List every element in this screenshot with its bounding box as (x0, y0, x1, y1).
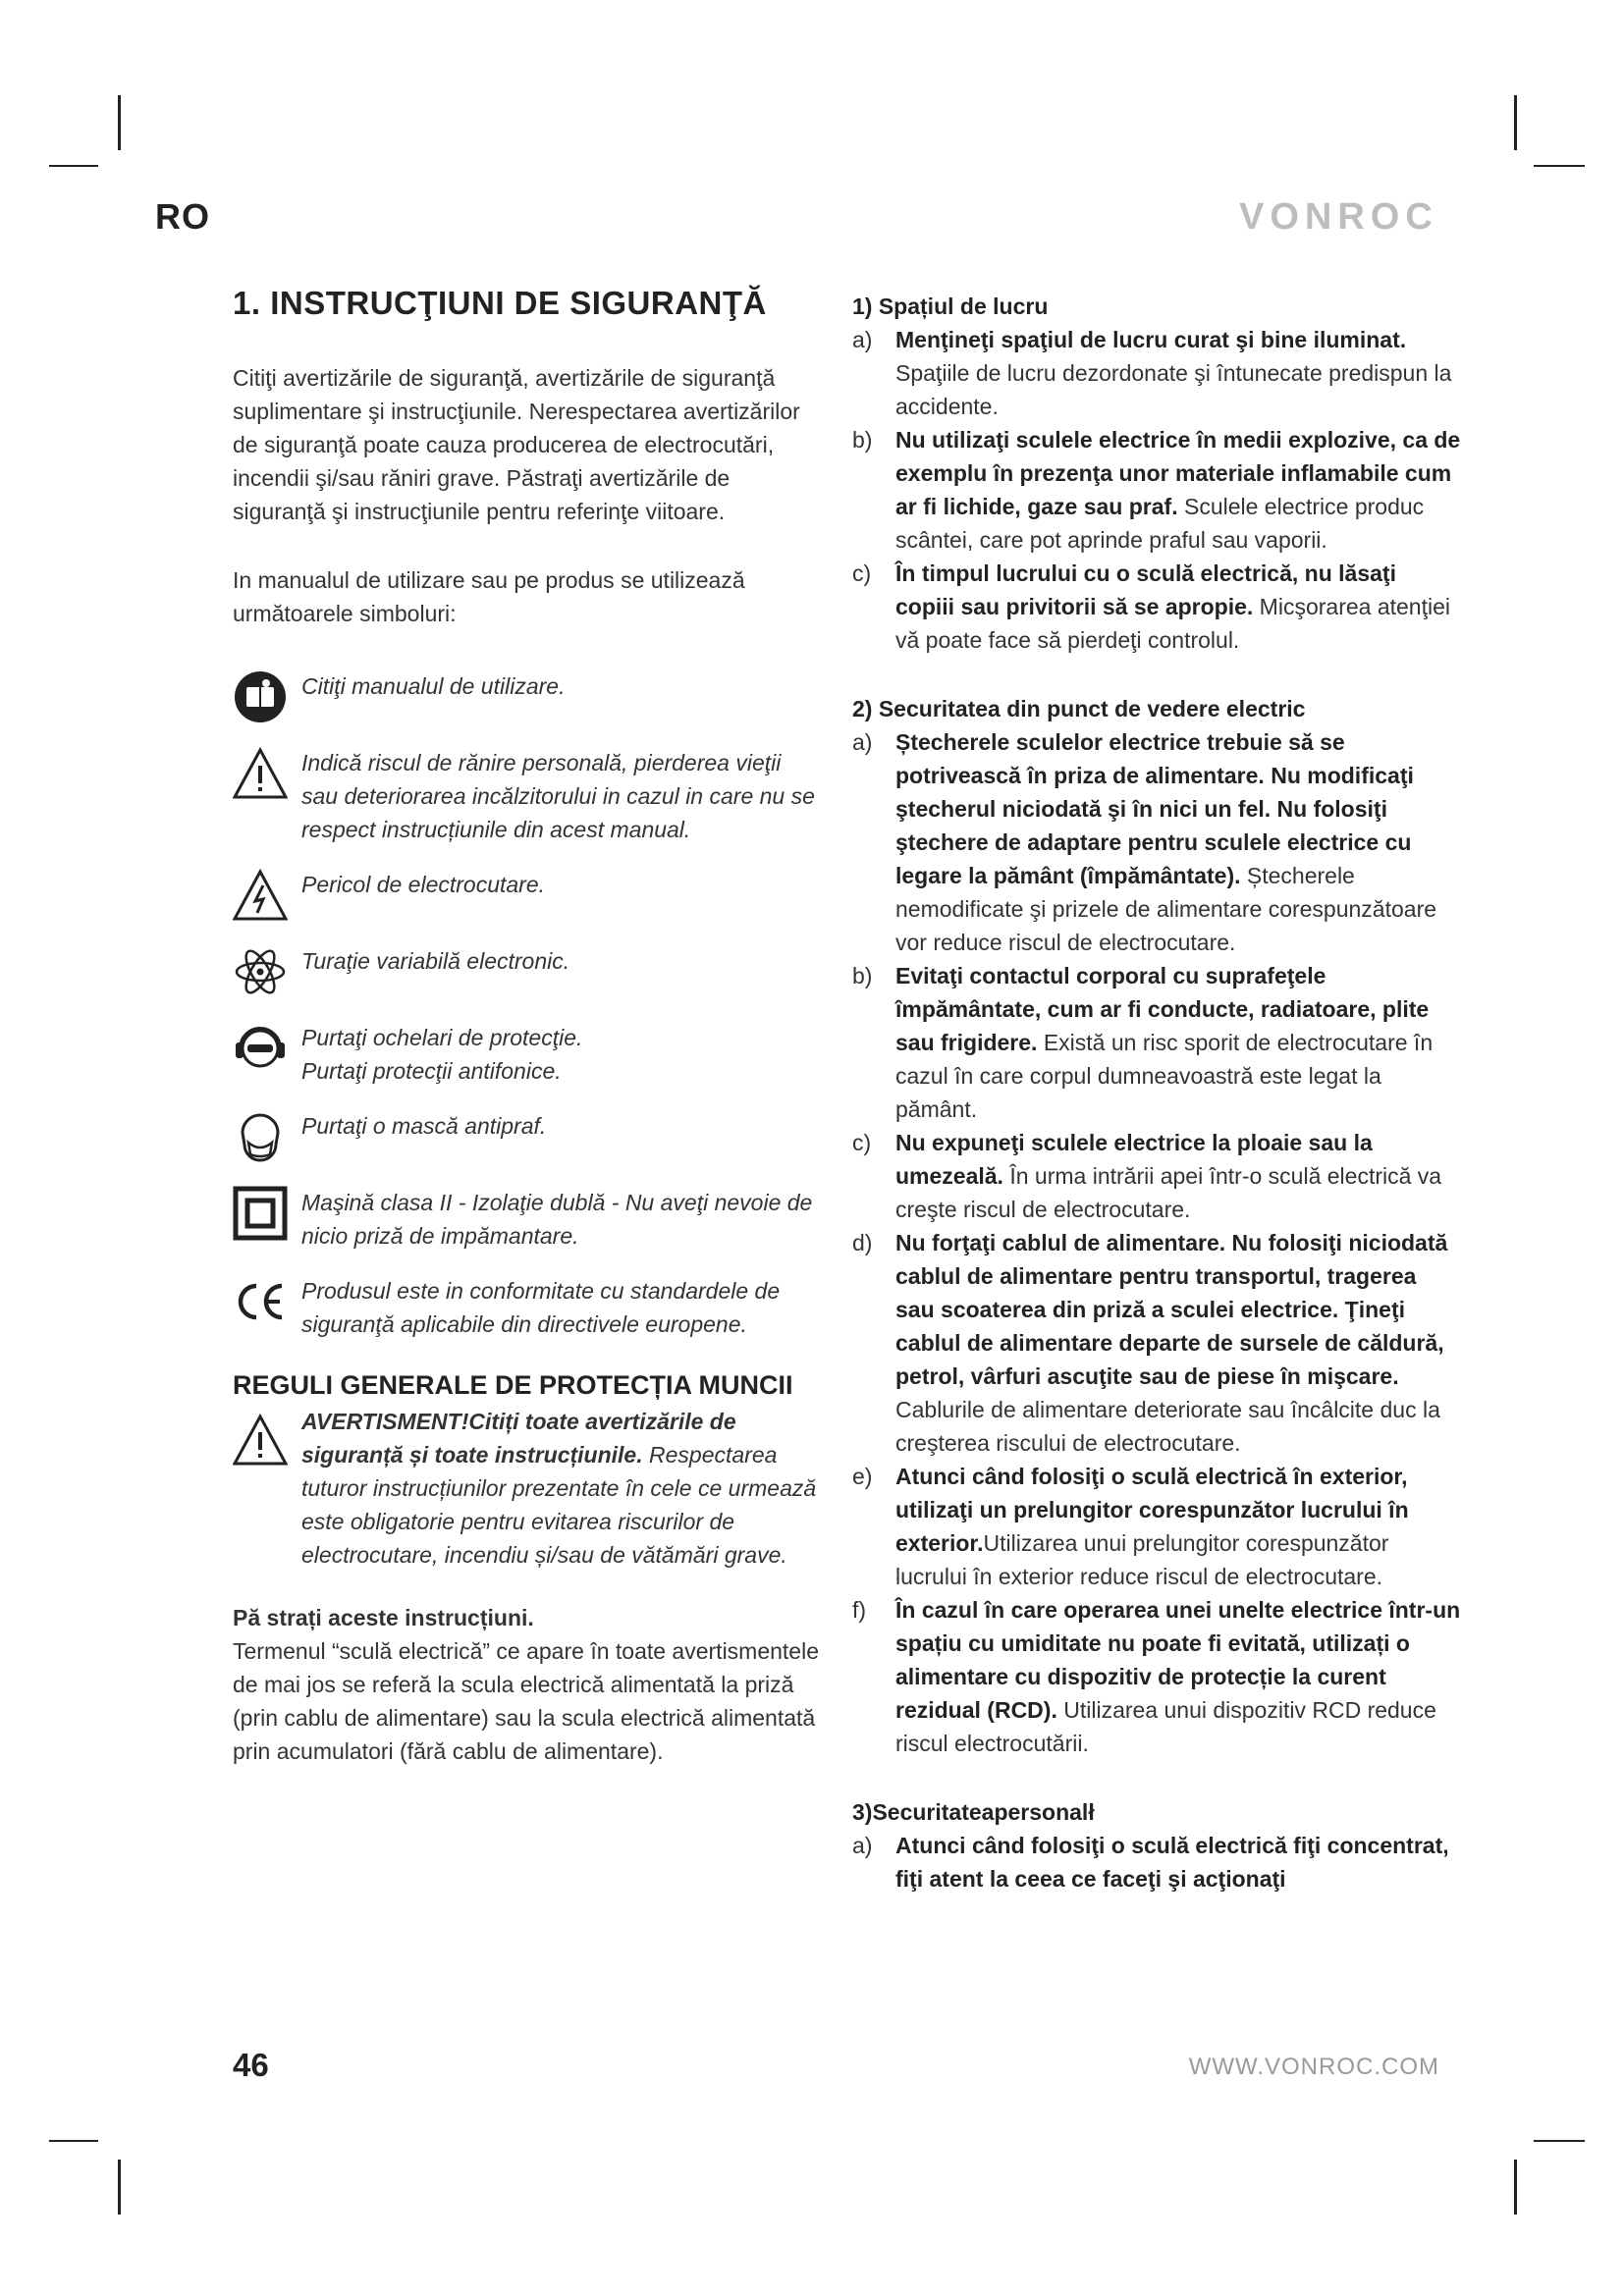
symbol-row (233, 669, 822, 724)
symbol-text: Turaţie variabilă electronic. (301, 948, 570, 974)
item-label: a) (852, 729, 873, 755)
crop-mark (49, 2140, 98, 2142)
item-text (895, 1226, 1461, 1460)
section-1-title: 1) Spațiul de lucru (852, 294, 1049, 319)
language-code: RO (155, 196, 210, 237)
item-label: d) (852, 1230, 873, 1255)
symbols-list (233, 669, 822, 1341)
symbol-text: Pericol de electrocutare. (301, 872, 546, 897)
item-bold: Evitaţi contactul corporal cu suprafeţele împământate, cum ar fi conducte, radiatoare, plite sau frigidere. (895, 963, 1430, 1055)
warning-body: Respectarea tuturor instrucțiunilor prezentate în cele ce urmează este obligatorie pentru evitarea riscurilor de electrocutare, incendiu și/sau de vătămări grave. (301, 1442, 817, 1568)
item-text (895, 557, 1461, 657)
item-body: În urma intrării apei într-o sculă electrică va creşte riscul de electrocutare. (895, 1163, 1442, 1222)
item-label: a) (852, 1833, 873, 1858)
symbol-text: Citiţi manualul de utilizare. (301, 673, 566, 699)
item-body: Utilizarea unui dispozitiv RCD reduce riscul electrocutării. (895, 1697, 1436, 1756)
symbol-row (233, 944, 822, 999)
goggles-earmuffs-icon (233, 1021, 301, 1076)
electric-shock-icon (233, 868, 301, 923)
page-title: 1. INSTRUCŢIUNI DE SIGURANŢĂ (233, 285, 767, 321)
item-text (895, 725, 1461, 959)
list-item (852, 323, 1461, 423)
crop-mark (1514, 2160, 1517, 2215)
read-manual-icon (233, 669, 301, 724)
item-body: Sculele electrice produc scântei, care pot aprinde praful sau vaporii. (895, 494, 1425, 553)
item-label: f) (852, 1597, 867, 1623)
symbol-row (233, 1021, 822, 1088)
spacer (852, 657, 1461, 692)
item-bold: Nu utilizaţi sculele electrice în medii explozive, ca de exemplu în prezenţa unor materiale inflamabile cum ar fi lichide, gaze sau praf. (895, 427, 1461, 519)
item-label: c) (852, 561, 872, 586)
list-item (852, 423, 1461, 557)
item-body: Micşorarea atenţiei vă poate face să pierdeţi controlul. (895, 594, 1450, 653)
item-label: a) (852, 327, 873, 352)
warning-triangle-icon (233, 746, 301, 801)
item-bold: Nu expuneţi sculele electrice la ploaie sau la umezeală. (895, 1130, 1373, 1189)
crop-mark (118, 2160, 121, 2215)
item-text (895, 1460, 1461, 1593)
list-item (852, 557, 1461, 657)
crop-mark (1534, 2140, 1585, 2142)
item-body: Ștecherele nemodificate şi prizele de alimentare corespunzătoare vor reduce riscul de electrocutare. (895, 863, 1437, 955)
item-bold: Menţineţi spaţiul de lucru curat şi bine iluminat. (895, 327, 1407, 352)
intro-paragraph: Citiţi avertizările de siguranţă, avertizările de siguranţă suplimentare şi instrucţiunile. Nerespectarea avertizărilor de siguranţă poate cauza producerea de electrocutări, incendii şi/sau răniri grave. Păstraţi avertizările de siguranţă şi instrucţiunile pentru referinţe viitoare. (233, 365, 800, 524)
symbol-row (233, 868, 822, 923)
list-item (852, 959, 1461, 1126)
symbol-text: Produsul este in conformitate cu standardele de siguranţă aplicabile din directivele europene. (301, 1278, 781, 1337)
footer-url: WWW.VONROC.COM (1188, 2054, 1439, 2080)
class-ii-icon (233, 1186, 301, 1241)
item-text (895, 1593, 1461, 1760)
crop-mark (1514, 95, 1517, 150)
section-3-title: 3)Securitateapersonalł (852, 1799, 1095, 1825)
left-column (233, 285, 822, 1768)
list-item (852, 1460, 1461, 1593)
item-body: Utilizarea unui prelungitor corespunzător lucrului în exterior reduce riscul de electrocutare. (895, 1530, 1389, 1589)
symbol-text: Purtaţi o mască antipraf. (301, 1113, 547, 1139)
item-text (895, 423, 1461, 557)
symbols-intro: In manualul de utilizare sau pe produs se utilizează următoarele simboluri: (233, 567, 745, 626)
crop-mark (118, 95, 121, 150)
item-bold: Atunci când folosiţi o sculă electrică fiţi concentrat, fiţi atent la ceea ce faceţi şi acţionaţi (895, 1833, 1449, 1892)
item-label: c) (852, 1130, 872, 1155)
symbol-row (233, 1186, 822, 1253)
item-bold: În timpul lucrului cu o sculă electrică, nu lăsaţi copiii sau privitorii să se apropie. (895, 561, 1396, 619)
item-body: Cablurile de alimentare deteriorate sau încâlcite duc la creşterea riscului de electrocutare. (895, 1397, 1440, 1456)
page-number: 46 (233, 2047, 269, 2083)
list-item (852, 1829, 1461, 1896)
right-column (852, 290, 1461, 1896)
warning-triangle-icon (233, 1405, 301, 1572)
dust-mask-icon (233, 1109, 301, 1164)
item-text (895, 323, 1461, 423)
list-item (852, 1126, 1461, 1226)
item-bold: Nu forţaţi cablul de alimentare. Nu folosiţi niciodată cablul de alimentare pentru transportul, tragerea sau scoaterea din priză a sculei electrice. Ţineţi cablul de alimentare departe de sursele de căldură, petrol, vârfuri ascuţite sau de piese în mişcare. (895, 1230, 1448, 1389)
item-text (895, 1126, 1461, 1226)
item-body: Spaţiile de lucru dezordonate şi întunecate predispun la accidente. (895, 360, 1452, 419)
crop-mark (1534, 165, 1585, 167)
warning-bold: AVERTISMENT!Citiți toate avertizările de siguranță și toate instrucțiunile. (301, 1409, 736, 1468)
warning-block (233, 1405, 822, 1572)
keep-instructions-title: Pă strați aceste instrucțiuni. (233, 1605, 534, 1630)
item-label: b) (852, 427, 873, 453)
variable-speed-icon (233, 944, 301, 999)
symbol-row (233, 746, 822, 846)
item-text (895, 959, 1461, 1126)
item-bold: În cazul în care operarea unei unelte electrice într-un spațiu cu umiditate nu poate fi evitată, utilizați o alimentare cu dispozitiv de protecție la curent rezidual (RCD). (895, 1597, 1461, 1723)
section-2-title: 2) Securitatea din punct de vedere electric (852, 696, 1306, 721)
crop-mark (49, 165, 98, 167)
general-rules-title: REGULI GENERALE DE PROTECȚIA MUNCII (233, 1370, 793, 1400)
symbol-text: Indică riscul de rănire personală, pierderea vieţii sau deteriorarea incălzitorului in cazul in care nu se respect instrucțiunile din acest manual. (301, 750, 815, 842)
list-item (852, 1593, 1461, 1760)
ce-mark-icon (233, 1274, 301, 1329)
item-label: e) (852, 1464, 873, 1489)
list-item (852, 725, 1461, 959)
symbol-row (233, 1109, 822, 1164)
symbol-row (233, 1274, 822, 1341)
keep-instructions-text: Termenul “sculă electrică” ce apare în toate avertismentele de mai jos se referă la scula electrică alimentată la priză (prin cablu de alimentare) sau la scula electrică alimentată prin acumulatori (fără cablu de alimentare). (233, 1638, 820, 1764)
item-bold: Atunci când folosiţi o sculă electrică în exterior, utilizaţi un prelungitor corespunzător lucrului în exterior. (895, 1464, 1409, 1556)
warning-text (301, 1405, 822, 1572)
item-body: Există un risc sporit de electrocutare în cazul în care corpul dumneavoastră este legat la pământ. (895, 1030, 1434, 1122)
item-text (895, 1829, 1461, 1896)
item-bold: Ștecherele sculelor electrice trebuie să se potrivească în priza de alimentare. Nu modificaţi ştecherul niciodată şi în nici un fel. Nu folosiţi ştechere de adaptare pentru sculele electrice cu legare la pământ (împământate). (895, 729, 1414, 888)
brand-logo: VONROC (1239, 196, 1438, 238)
list-item (852, 1226, 1461, 1460)
spacer (852, 1760, 1461, 1795)
item-label: b) (852, 963, 873, 988)
symbol-text: Purtaţi ochelari de protecţie. Purtaţi protecţii antifonice. (301, 1025, 583, 1084)
symbol-text: Maşină clasa II - Izolaţie dublă - Nu aveţi nevoie de nicio priză de impămantare. (301, 1190, 813, 1249)
